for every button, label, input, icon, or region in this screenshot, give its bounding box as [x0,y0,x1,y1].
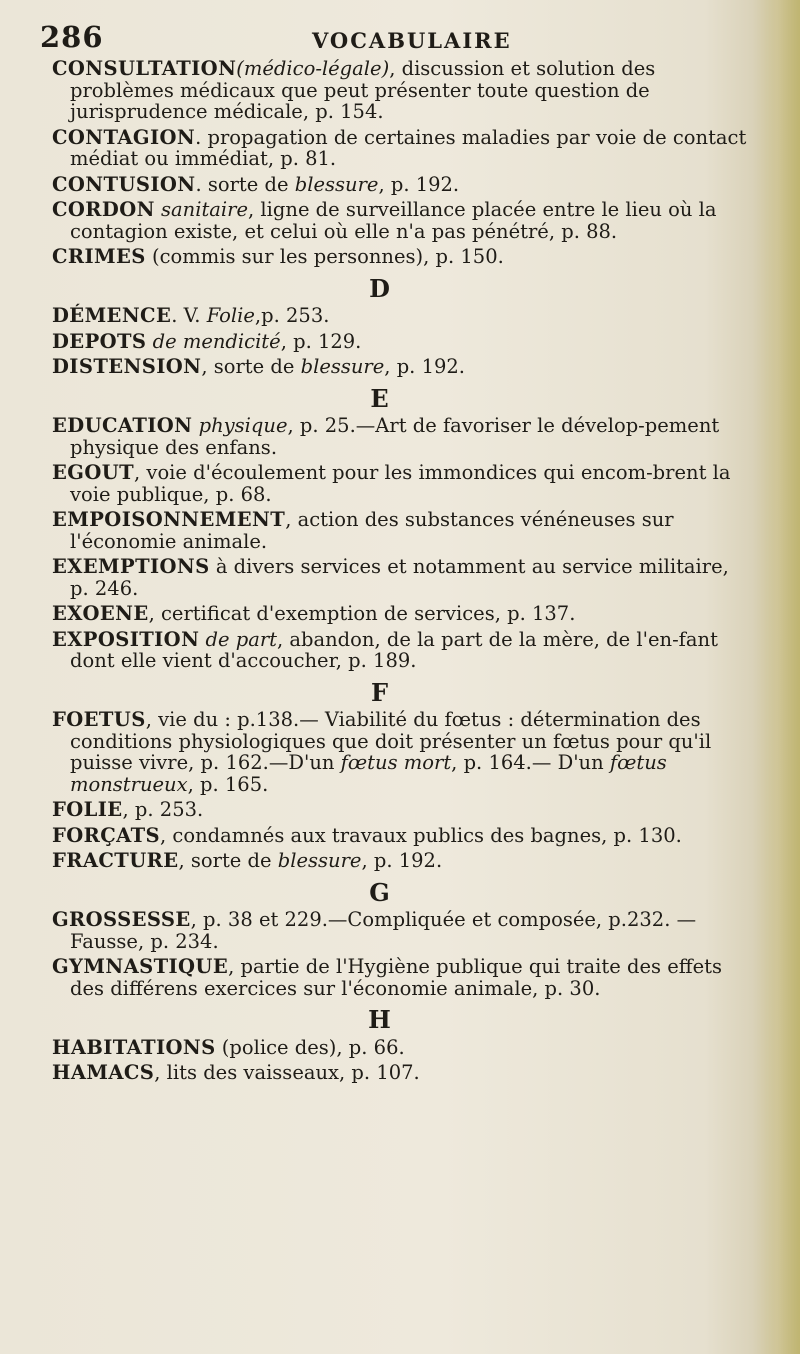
vocabulary-entry [52,462,747,505]
entry-definition: , lits des vaisseaux, p. 107. [154,1061,420,1084]
vocabulary-entry [52,305,747,327]
entry-term: CORDON [52,198,155,221]
running-title: VOCABULAIRE [312,28,512,53]
vocabulary-entry [52,246,747,268]
entry-term: EGOUT [52,461,135,484]
entry-definition: (commis sur les personnes), p. 150. [145,245,504,268]
vocabulary-entry [52,1037,747,1059]
entry-definition: . V. [171,304,207,327]
entry-definition: , p. 38 et 229.—Compliquée et composée, p.232. —Fausse, p. 234. [70,908,697,953]
section-letter-f: F [370,677,389,707]
entry-definition: . sorte de [195,172,295,196]
running-head [40,20,740,60]
entry-term: CRIMES [52,245,146,268]
entry-definition-tail: ,p. 253. [254,304,330,327]
entry-definition-tail: , p. 164.— D'un [451,751,610,774]
entry-definition: , discussion et solution des problèmes médicaux que peut présenter toute question de jurisprudence médicale, p. 154. [70,57,656,123]
entry-definition-tail: , p. 165. [187,772,269,796]
vocabulary-entry [52,509,747,552]
vocabulary-entry [52,709,747,795]
entry-emphasis: fœtus monstrueux [70,751,667,796]
vocabulary-entry [52,174,747,196]
entry-term: DISTENSION [52,355,202,378]
vocabulary-entry [52,956,747,999]
entry-emphasis: blessure [294,172,379,196]
entry-emphasis: blessure [300,355,385,378]
entry-qualifier: de part [199,627,277,651]
entry-definition: , p. 25.—Art de favoriser le dévelop-pement physique des enfans. [70,414,720,459]
vocabulary-entry [52,331,747,353]
vocabulary-entry [52,58,747,123]
entry-term: CONSULTATION [52,57,237,80]
entry-qualifier: sanitaire [154,198,249,221]
entry-term: GROSSESSE [52,908,191,931]
vocabulary-entry [52,825,747,847]
entry-definition: , p. 253. [122,798,204,821]
vocabulary-entry [52,556,747,599]
entry-emphasis: Folie [206,304,255,327]
entry-term: GYMNASTIQUE [52,955,229,978]
entry-term: EXPOSITION [52,627,200,651]
vocabulary-entry [52,629,747,672]
entry-emphasis: blessure [277,849,362,872]
entry-definition: , certificat d'exemption de services, p. 137. [148,602,576,625]
page-edge-shadow [752,0,800,1354]
entry-term: FORÇATS [52,823,161,847]
section-letter-e: E [370,383,389,413]
entry-term: CONTUSION [52,172,196,196]
vocabulary-entry [52,909,747,952]
entry-term: HABITATIONS [52,1035,216,1059]
vocabulary-entry [52,199,747,242]
entry-definition: , p. 129. [280,329,362,353]
entry-definition: , partie de l'Hygiène publique qui traite des effets des différens exercices sur l'économie animale, p. 30. [70,955,722,1000]
entry-term: DEPOTS [52,329,147,353]
entry-definition: , condamnés aux travaux publics des bagnes, p. 130. [160,823,682,847]
entry-term: FOLIE [52,798,123,821]
entry-term: HAMACS [52,1061,155,1084]
entry-definition: (police des), p. 66. [215,1035,405,1059]
vocabulary-entry [52,799,747,821]
entry-definition: , abandon, de la part de la mère, de l'en-fant dont elle vient d'accoucher, p. 189. [70,627,718,672]
vocabulary-entry [52,850,747,872]
vocabulary-entry [52,1062,747,1084]
entry-definition: , voie d'écoulement pour les immondices qui encom-brent la voie publique, p. 68. [70,461,731,506]
entry-term: EMPOISONNEMENT [52,508,286,531]
entry-definition-tail: , p. 192. [361,849,443,872]
entry-term: FOETUS [52,708,146,731]
entry-qualifier: de mendicité [146,329,281,353]
entry-term: FRACTURE [52,849,179,872]
entry-definition: , vie du : p.138.— Viabilité du fœtus : détermination des conditions physiologiques que doit présenter un fœtus pour qu'il puisse vivre, p. 162.—D'un [70,708,712,774]
vocabulary-entry [52,127,747,170]
entry-definition: . propagation de certaines maladies par voie de contact médiat ou immédiat, p. 81. [70,125,747,170]
entry-qualifier: physique [192,414,288,437]
entry-term: EXEMPTIONS [52,555,210,578]
entry-term: CONTAGION [52,125,196,149]
entry-definition-tail: , p. 192. [384,355,465,378]
vocabulary-list [52,58,747,1088]
entry-definition: , ligne de surveillance placée entre le lieu où la contagion existe, et celui où elle n'a pas pénétré, p. 88. [70,198,717,243]
vocabulary-entry [52,356,747,378]
entry-emphasis: fœtus mort [340,751,452,774]
vocabulary-entry [52,415,747,458]
section-letter-d: D [369,273,390,303]
entry-term: EDUCATION [52,414,193,437]
entry-definition: , sorte de [178,849,278,872]
entry-qualifier: (médico-légale) [236,57,390,80]
section-letter-g: G [369,877,390,907]
page-number: 286 [40,20,104,54]
entry-definition: , sorte de [201,355,301,378]
entry-definition: , action des substances vénéneuses sur l'économie animale. [70,508,674,553]
entry-term: EXOENE [52,602,149,625]
section-letter-h: H [368,1005,391,1034]
entry-term: DÉMENCE [52,304,172,327]
entry-definition-tail: , p. 192. [378,172,460,196]
vocabulary-entry [52,603,747,625]
entry-definition: à divers services et notamment au service militaire, p. 246. [70,555,729,600]
